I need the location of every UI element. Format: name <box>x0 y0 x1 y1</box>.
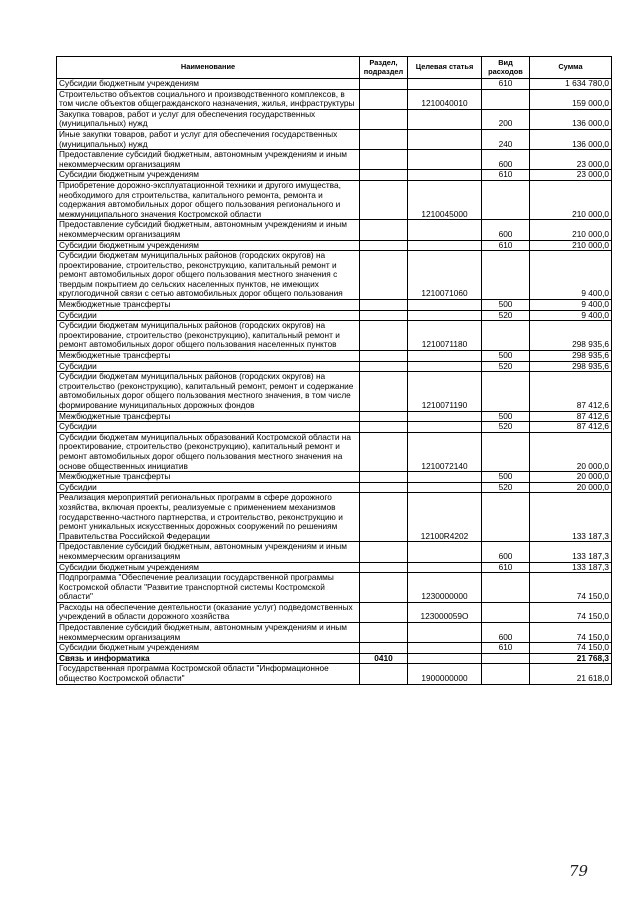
cell-section <box>360 300 408 311</box>
page-number: 79 <box>569 862 589 880</box>
cell-type: 610 <box>482 240 530 251</box>
table-row <box>57 180 612 219</box>
cell-name: Приобретение дорожно-эксплуатационной техники и другого имущества, необходимого для строительства, капитального ремонта, ремонта и содержания автомобильных дорог общего пользования регионального и межмуниципального значения Костромской области <box>57 180 360 219</box>
table-row <box>57 542 612 562</box>
cell-section <box>360 472 408 483</box>
cell-section <box>360 310 408 321</box>
cell-sum: 159 000,0 <box>530 89 612 109</box>
table-row <box>57 432 612 471</box>
cell-target <box>408 472 482 483</box>
cell-name: Субсидии бюджетным учреждениям <box>57 643 360 654</box>
cell-target <box>408 240 482 251</box>
cell-name: Субсидии бюджетным учреждениям <box>57 562 360 573</box>
cell-type <box>482 573 530 603</box>
cell-target <box>408 361 482 372</box>
cell-sum: 74 150,0 <box>530 643 612 654</box>
cell-type <box>482 493 530 542</box>
cell-type <box>482 664 530 684</box>
cell-type: 600 <box>482 220 530 240</box>
cell-type: 500 <box>482 472 530 483</box>
cell-type <box>482 89 530 109</box>
cell-name: Предоставление субсидий бюджетным, автономным учреждениям и иным некоммерческим организациям <box>57 542 360 562</box>
cell-name: Субсидии <box>57 422 360 433</box>
table-row <box>57 150 612 170</box>
cell-target <box>408 643 482 654</box>
cell-target: 1210071180 <box>408 321 482 351</box>
cell-name: Закупка товаров, работ и услуг для обеспечения государственных (муниципальных) нужд <box>57 109 360 129</box>
cell-name: Государственная программа Костромской области "Информационное общество Костромской области" <box>57 664 360 684</box>
cell-sum: 74 150,0 <box>530 573 612 603</box>
cell-sum: 136 000,0 <box>530 109 612 129</box>
cell-type <box>482 251 530 300</box>
cell-target <box>408 170 482 181</box>
table-row <box>57 129 612 149</box>
table-row <box>57 300 612 311</box>
cell-section <box>360 170 408 181</box>
header-type: Вид расходов <box>482 57 530 79</box>
table-row <box>57 653 612 664</box>
cell-name: Субсидии бюджетным учреждениям <box>57 79 360 90</box>
cell-sum: 9 400,0 <box>530 310 612 321</box>
cell-sum: 87 412,6 <box>530 411 612 422</box>
cell-type: 600 <box>482 150 530 170</box>
cell-sum: 23 000,0 <box>530 150 612 170</box>
cell-section <box>360 482 408 493</box>
cell-name: Подпрограмма "Обеспечение реализации государственной программы Костромской области "Развитие транспортной системы Костромской области" <box>57 573 360 603</box>
cell-target <box>408 411 482 422</box>
cell-name: Межбюджетные трансферты <box>57 411 360 422</box>
cell-section <box>360 573 408 603</box>
table-row <box>57 372 612 411</box>
cell-sum: 298 935,6 <box>530 321 612 351</box>
cell-type: 500 <box>482 351 530 362</box>
cell-target: 1210045000 <box>408 180 482 219</box>
budget-document <box>56 56 611 685</box>
cell-name: Иные закупки товаров, работ и услуг для обеспечения государственных (муниципальных) нужд <box>57 129 360 149</box>
table-row <box>57 220 612 240</box>
cell-sum: 210 000,0 <box>530 220 612 240</box>
table-row <box>57 602 612 622</box>
table-row <box>57 623 612 643</box>
table-row <box>57 573 612 603</box>
cell-section <box>360 643 408 654</box>
table-row <box>57 472 612 483</box>
cell-sum: 298 935,6 <box>530 351 612 362</box>
table-row <box>57 562 612 573</box>
cell-sum: 133 187,3 <box>530 493 612 542</box>
table-row <box>57 482 612 493</box>
cell-section <box>360 562 408 573</box>
cell-name: Субсидии бюджетным учреждениям <box>57 240 360 251</box>
table-row <box>57 664 612 684</box>
table-row <box>57 89 612 109</box>
cell-target: 1230000000 <box>408 573 482 603</box>
cell-type <box>482 602 530 622</box>
table-body <box>57 79 612 685</box>
cell-name: Строительство объектов социального и производственного комплексов, в том числе объектов общегражданского назначения, жилья, инфраструктуры <box>57 89 360 109</box>
cell-sum: 210 000,0 <box>530 180 612 219</box>
cell-name: Связь и информатика <box>57 653 360 664</box>
table-row <box>57 361 612 372</box>
table-row <box>57 310 612 321</box>
cell-target: 1210072140 <box>408 432 482 471</box>
table-row <box>57 411 612 422</box>
cell-section <box>360 180 408 219</box>
header-sum: Сумма <box>530 57 612 79</box>
cell-section <box>360 493 408 542</box>
cell-target <box>408 220 482 240</box>
cell-section <box>360 361 408 372</box>
cell-target: 123000059O <box>408 602 482 622</box>
cell-target <box>408 79 482 90</box>
cell-section <box>360 150 408 170</box>
cell-type: 520 <box>482 482 530 493</box>
cell-target: 1210071190 <box>408 372 482 411</box>
cell-target <box>408 310 482 321</box>
cell-section <box>360 664 408 684</box>
cell-type <box>482 372 530 411</box>
cell-name: Субсидии бюджетам муниципальных образований Костромской области на проектирование, строительство (реконструкцию), капитальный ремонт и ремонт автомобильных дорог общего пользования местного значения на основе общественных инициатив <box>57 432 360 471</box>
cell-sum: 210 000,0 <box>530 240 612 251</box>
cell-section <box>360 240 408 251</box>
cell-type: 520 <box>482 422 530 433</box>
cell-target: 12100R4202 <box>408 493 482 542</box>
cell-name: Субсидии <box>57 361 360 372</box>
cell-name: Расходы на обеспечение деятельности (оказание услуг) подведомственных учреждений в области дорожного хозяйства <box>57 602 360 622</box>
cell-section <box>360 129 408 149</box>
cell-name: Субсидии бюджетам муниципальных районов (городских округов) на проектирование, строительство (реконструкцию), капитальный ремонт и ремонт автомобильных дорог общего пользования населенных пунктов <box>57 321 360 351</box>
cell-type: 610 <box>482 643 530 654</box>
cell-section <box>360 251 408 300</box>
table-row <box>57 170 612 181</box>
cell-target <box>408 562 482 573</box>
cell-sum: 9 400,0 <box>530 251 612 300</box>
cell-section <box>360 79 408 90</box>
cell-section <box>360 422 408 433</box>
cell-sum: 21 768,3 <box>530 653 612 664</box>
cell-type: 200 <box>482 109 530 129</box>
cell-name: Межбюджетные трансферты <box>57 472 360 483</box>
cell-name: Реализация мероприятий региональных программ в сфере дорожного хозяйства, включая проекты, реализуемые с применением механизмов государственно-частного партнерства, и строительство, реконструкцию и ремонт уникальных искусственных дорожных сооружений по решениям Правительства Российской Федерации <box>57 493 360 542</box>
cell-section <box>360 602 408 622</box>
cell-sum: 133 187,3 <box>530 562 612 573</box>
cell-type: 600 <box>482 542 530 562</box>
table-row <box>57 493 612 542</box>
cell-target <box>408 542 482 562</box>
header-name: Наименование <box>57 57 360 79</box>
cell-sum: 87 412,6 <box>530 372 612 411</box>
cell-name: Предоставление субсидий бюджетным, автономным учреждениям и иным некоммерческим организациям <box>57 623 360 643</box>
cell-type: 500 <box>482 300 530 311</box>
cell-name: Предоставление субсидий бюджетным, автономным учреждениям и иным некоммерческим организациям <box>57 220 360 240</box>
cell-section <box>360 623 408 643</box>
cell-sum: 133 187,3 <box>530 542 612 562</box>
cell-section <box>360 432 408 471</box>
cell-target <box>408 422 482 433</box>
cell-type <box>482 653 530 664</box>
cell-sum: 9 400,0 <box>530 300 612 311</box>
cell-section: 0410 <box>360 653 408 664</box>
cell-type: 240 <box>482 129 530 149</box>
table-row <box>57 109 612 129</box>
cell-type <box>482 180 530 219</box>
cell-type: 610 <box>482 562 530 573</box>
budget-table <box>56 56 612 685</box>
cell-target <box>408 482 482 493</box>
cell-type: 600 <box>482 623 530 643</box>
cell-section <box>360 542 408 562</box>
cell-type <box>482 432 530 471</box>
cell-sum: 23 000,0 <box>530 170 612 181</box>
cell-sum: 136 000,0 <box>530 129 612 149</box>
cell-target: 1210071060 <box>408 251 482 300</box>
cell-sum: 20 000,0 <box>530 432 612 471</box>
cell-target <box>408 109 482 129</box>
cell-type: 500 <box>482 411 530 422</box>
cell-sum: 20 000,0 <box>530 472 612 483</box>
cell-sum: 298 935,6 <box>530 361 612 372</box>
cell-section <box>360 89 408 109</box>
table-row <box>57 240 612 251</box>
table-row <box>57 643 612 654</box>
cell-name: Межбюджетные трансферты <box>57 300 360 311</box>
cell-target <box>408 150 482 170</box>
table-row <box>57 321 612 351</box>
cell-type: 610 <box>482 170 530 181</box>
cell-name: Субсидии <box>57 482 360 493</box>
cell-name: Предоставление субсидий бюджетным, автономным учреждениям и иным некоммерческим организациям <box>57 150 360 170</box>
cell-target: 1900000000 <box>408 664 482 684</box>
cell-sum: 74 150,0 <box>530 623 612 643</box>
table-row <box>57 79 612 90</box>
cell-sum: 87 412,6 <box>530 422 612 433</box>
cell-sum: 74 150,0 <box>530 602 612 622</box>
cell-name: Межбюджетные трансферты <box>57 351 360 362</box>
cell-type: 610 <box>482 79 530 90</box>
cell-section <box>360 372 408 411</box>
cell-target <box>408 129 482 149</box>
cell-type: 520 <box>482 361 530 372</box>
cell-name: Субсидии бюджетам муниципальных районов (городских округов) на проектирование, строительство, реконструкцию, капитальный ремонт и ремонт автомобильных дорог общего пользования местного значения с твердым покрытием до сельских населенных пунктов, не имеющих круглогодичной связи с сетью автомобильных дорог общего пользования <box>57 251 360 300</box>
cell-name: Субсидии бюджетам муниципальных районов (городских округов) на строительство (реконструкцию), капитальный ремонт, ремонт и содержание автомобильных дорог общего пользования местного значения, в том числе формирование муниципальных дорожных фондов <box>57 372 360 411</box>
cell-target <box>408 300 482 311</box>
table-row <box>57 422 612 433</box>
cell-name: Субсидии <box>57 310 360 321</box>
header-target: Целевая статья <box>408 57 482 79</box>
cell-section <box>360 411 408 422</box>
cell-target <box>408 623 482 643</box>
cell-type: 520 <box>482 310 530 321</box>
cell-name: Субсидии бюджетным учреждениям <box>57 170 360 181</box>
cell-sum: 21 618,0 <box>530 664 612 684</box>
table-row <box>57 351 612 362</box>
cell-sum: 20 000,0 <box>530 482 612 493</box>
cell-target: 1210040010 <box>408 89 482 109</box>
header-section: Раздел, подраздел <box>360 57 408 79</box>
cell-target <box>408 351 482 362</box>
cell-section <box>360 109 408 129</box>
cell-sum: 1 634 780,0 <box>530 79 612 90</box>
cell-section <box>360 321 408 351</box>
cell-section <box>360 351 408 362</box>
cell-type <box>482 321 530 351</box>
table-row <box>57 251 612 300</box>
cell-target <box>408 653 482 664</box>
table-header-row <box>57 57 612 79</box>
cell-section <box>360 220 408 240</box>
